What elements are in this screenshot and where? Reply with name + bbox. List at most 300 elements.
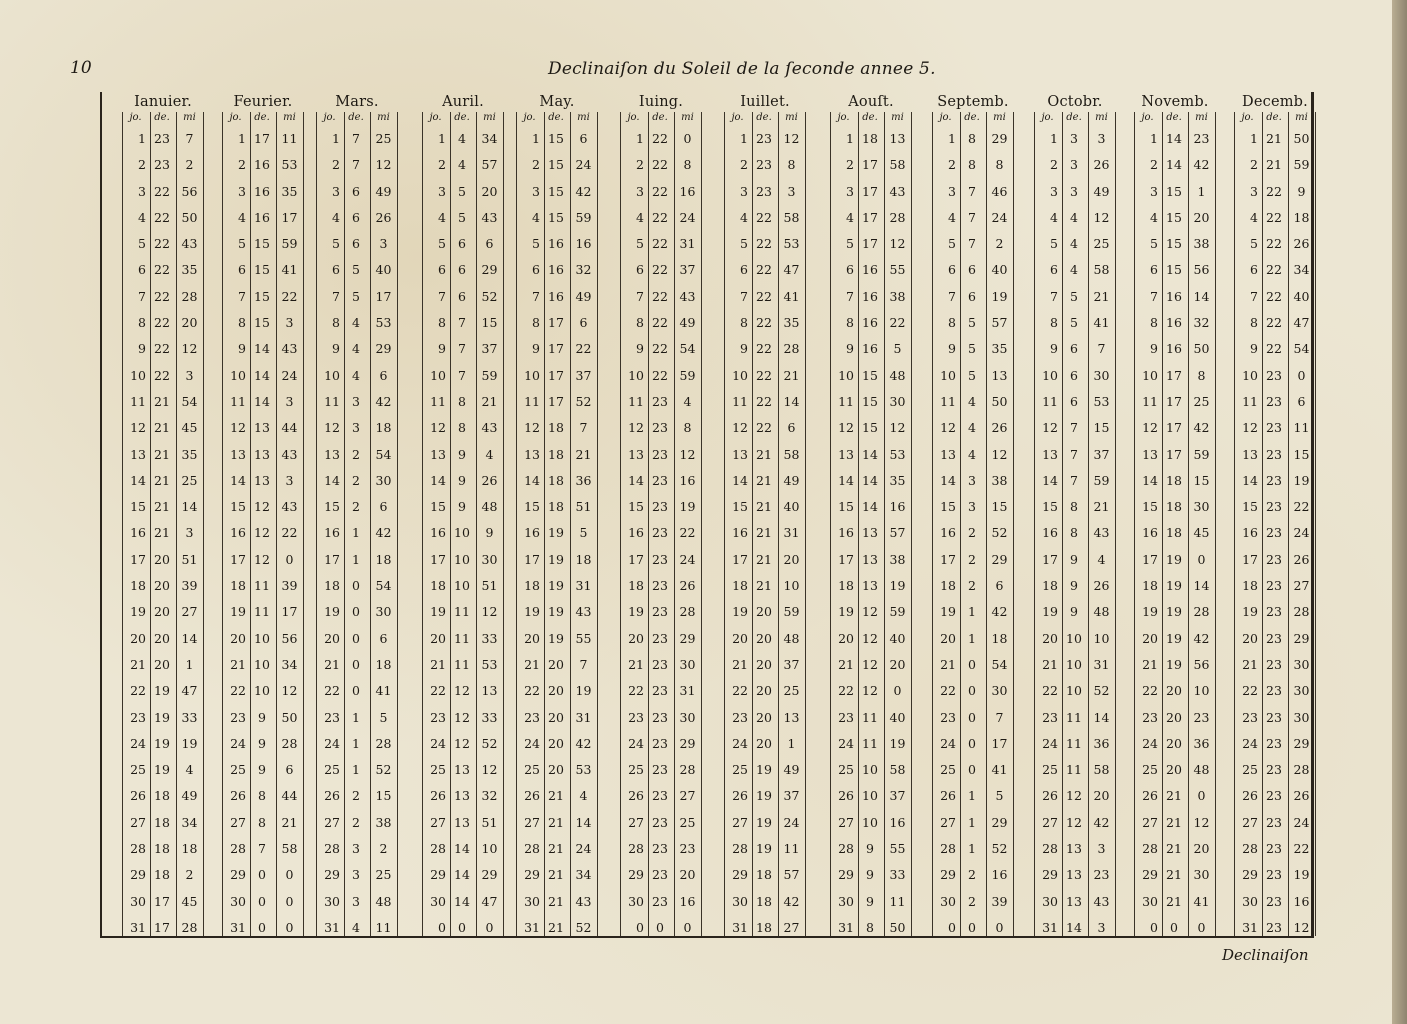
cell-jo: 29 [1142, 867, 1158, 883]
table-row [1034, 731, 1116, 757]
table-row [932, 468, 1014, 494]
cell-de: 1 [968, 841, 976, 857]
cell-mi: 25 [783, 683, 800, 699]
cell-de: 3 [352, 420, 360, 436]
table-row [724, 152, 806, 178]
cell-mi: 18 [181, 841, 198, 857]
table-row [1134, 652, 1216, 678]
cell-de: 7 [458, 341, 466, 357]
cell-jo: 28 [130, 841, 146, 857]
cell-jo: 2 [636, 157, 644, 173]
cell-mi: 17 [281, 209, 298, 225]
cell-jo: 6 [332, 262, 340, 278]
cell-mi: 50 [1293, 131, 1310, 146]
table-row [932, 599, 1014, 625]
table-row [724, 915, 806, 941]
cell-mi: 2 [185, 157, 194, 173]
cell-jo: 9 [532, 341, 540, 357]
table-row [222, 442, 304, 468]
cell-mi: 23 [1093, 867, 1110, 883]
cell-jo: 31 [838, 919, 854, 935]
cell-mi: 26 [481, 472, 498, 488]
cell-de: 14 [454, 841, 470, 857]
cell-jo: 22 [524, 683, 540, 699]
cell-jo: 2 [740, 157, 748, 173]
cell-jo: 4 [332, 209, 340, 225]
table-row [620, 520, 702, 546]
cell-mi: 28 [889, 209, 906, 225]
table-row [620, 415, 702, 441]
cell-de: 15 [548, 157, 564, 173]
table-row [422, 783, 504, 809]
table-row [122, 626, 204, 652]
table-row [516, 284, 598, 310]
header-mi: mi [785, 112, 798, 123]
cell-mi: 24 [991, 209, 1008, 225]
header-de: de. [154, 112, 170, 123]
table-row [422, 757, 504, 783]
cell-de: 20 [756, 630, 772, 646]
day-rows [1034, 126, 1116, 941]
header-mi: mi [183, 112, 196, 123]
month-column [830, 92, 912, 938]
table-row [932, 547, 1014, 573]
table-row [1034, 678, 1116, 704]
cell-mi: 14 [783, 393, 800, 409]
table-row [222, 626, 304, 652]
cell-de: 22 [652, 262, 668, 278]
cell-de: 17 [154, 919, 170, 935]
table-row [422, 363, 504, 389]
cell-mi: 32 [481, 788, 498, 804]
cell-jo: 10 [628, 367, 644, 383]
table-row [1234, 626, 1316, 652]
cell-jo: 24 [1042, 735, 1058, 751]
table-row [516, 363, 598, 389]
cell-mi: 59 [679, 367, 696, 383]
table-row [316, 731, 398, 757]
cell-de: 22 [756, 315, 772, 331]
cell-de: 22 [756, 420, 772, 436]
cell-jo: 19 [940, 604, 956, 620]
table-row [1234, 126, 1316, 152]
cell-mi: 41 [375, 683, 392, 699]
table-row [122, 731, 204, 757]
table-row [516, 547, 598, 573]
cell-mi: 21 [1093, 288, 1110, 304]
table-row [122, 389, 204, 415]
table-row [1134, 599, 1216, 625]
cell-mi: 43 [575, 604, 592, 620]
cell-de: 22 [154, 288, 170, 304]
cell-jo: 15 [430, 499, 446, 515]
cell-jo: 15 [628, 499, 644, 515]
cell-de: 19 [154, 709, 170, 725]
column-headers [932, 112, 1014, 126]
cell-jo: 18 [130, 578, 146, 594]
cell-jo: 7 [1150, 288, 1158, 304]
table-row [830, 731, 912, 757]
table-row [122, 862, 204, 888]
cell-jo: 4 [438, 209, 446, 225]
cell-de: 7 [968, 183, 976, 199]
cell-mi: 6 [379, 367, 388, 383]
cell-de: 12 [254, 499, 270, 515]
table-row [422, 599, 504, 625]
cell-jo: 1 [1250, 131, 1258, 146]
cell-jo: 16 [1142, 525, 1158, 541]
cell-mi: 5 [379, 709, 388, 725]
cell-jo: 15 [1142, 499, 1158, 515]
cell-mi: 51 [181, 551, 198, 567]
cell-jo: 7 [1050, 288, 1058, 304]
cell-jo: 16 [1042, 525, 1058, 541]
cell-jo: 20 [940, 630, 956, 646]
cell-de: 18 [756, 893, 772, 909]
cell-de: 20 [1166, 735, 1182, 751]
cell-de: 7 [968, 209, 976, 225]
cell-mi: 35 [991, 341, 1008, 357]
cell-de: 2 [352, 814, 360, 830]
cell-jo: 9 [636, 341, 644, 357]
table-row [724, 862, 806, 888]
table-row [724, 626, 806, 652]
table-row [1234, 494, 1316, 520]
cell-mi: 28 [281, 735, 298, 751]
cell-de: 14 [1066, 919, 1082, 935]
table-row [222, 257, 304, 283]
cell-de: 22 [652, 341, 668, 357]
cell-mi: 7 [185, 131, 194, 146]
day-rows [1134, 126, 1216, 941]
cell-jo: 23 [324, 709, 340, 725]
cell-mi: 0 [893, 683, 902, 699]
cell-de: 5 [968, 367, 976, 383]
month-name: Decemb. [1242, 94, 1308, 110]
table-row [724, 363, 806, 389]
cell-de: 11 [454, 630, 470, 646]
cell-de: 22 [1266, 183, 1282, 199]
cell-mi: 5 [995, 788, 1004, 804]
cell-mi: 47 [1293, 315, 1310, 331]
table-row [1234, 705, 1316, 731]
table-row [620, 442, 702, 468]
cell-jo: 2 [332, 157, 340, 173]
cell-jo: 1 [532, 131, 540, 146]
cell-jo: 18 [1242, 578, 1258, 594]
table-row [830, 705, 912, 731]
cell-de: 14 [862, 446, 878, 462]
cell-de: 15 [254, 262, 270, 278]
cell-mi: 55 [889, 841, 906, 857]
cell-jo: 20 [1042, 630, 1058, 646]
cell-jo: 12 [1042, 420, 1058, 436]
cell-mi: 3 [379, 236, 388, 252]
cell-mi: 45 [1193, 525, 1210, 541]
table-row [1034, 310, 1116, 336]
cell-jo: 23 [1242, 709, 1258, 725]
cell-jo: 17 [430, 551, 446, 567]
cell-mi: 28 [1193, 604, 1210, 620]
cell-mi: 24 [679, 551, 696, 567]
table-row [932, 126, 1014, 152]
table-row [724, 442, 806, 468]
cell-mi: 18 [1293, 209, 1310, 225]
cell-de: 15 [1166, 262, 1182, 278]
cell-de: 10 [1066, 656, 1082, 672]
cell-de: 23 [756, 157, 772, 173]
table-row [830, 126, 912, 152]
cell-de: 17 [862, 183, 878, 199]
table-row [422, 652, 504, 678]
table-row [1134, 468, 1216, 494]
cell-de: 22 [154, 209, 170, 225]
cell-jo: 31 [1242, 919, 1258, 935]
table-row [932, 363, 1014, 389]
cell-de: 13 [862, 551, 878, 567]
cell-de: 3 [1070, 131, 1078, 146]
cell-mi: 41 [1093, 315, 1110, 331]
month-name: Septemb. [937, 94, 1009, 110]
cell-jo: 9 [1050, 341, 1058, 357]
cell-de: 23 [1266, 472, 1282, 488]
cell-mi: 25 [679, 814, 696, 830]
cell-mi: 59 [1293, 157, 1310, 173]
cell-jo: 18 [940, 578, 956, 594]
table-row [1134, 783, 1216, 809]
cell-jo: 8 [948, 315, 956, 331]
cell-jo: 11 [324, 393, 340, 409]
cell-jo: 30 [838, 893, 854, 909]
cell-jo: 1 [740, 131, 748, 146]
table-row [222, 705, 304, 731]
table-row [1134, 257, 1216, 283]
cell-jo: 7 [1250, 288, 1258, 304]
cell-mi: 26 [1093, 578, 1110, 594]
cell-jo: 0 [1150, 919, 1158, 935]
cell-de: 0 [968, 683, 976, 699]
cell-jo: 7 [532, 288, 540, 304]
table-row [422, 494, 504, 520]
cell-jo: 2 [1150, 157, 1158, 173]
cell-jo: 30 [430, 893, 446, 909]
day-rows [122, 126, 204, 941]
cell-jo: 16 [628, 525, 644, 541]
cell-de: 8 [1070, 525, 1078, 541]
cell-mi: 29 [679, 735, 696, 751]
cell-de: 17 [1166, 393, 1182, 409]
cell-jo: 2 [138, 157, 146, 173]
table-row [830, 257, 912, 283]
cell-de: 6 [968, 288, 976, 304]
cell-mi: 28 [375, 735, 392, 751]
cell-de: 18 [154, 841, 170, 857]
table-row [316, 836, 398, 862]
table-row [422, 126, 504, 152]
cell-mi: 49 [181, 788, 198, 804]
cell-de: 4 [968, 446, 976, 462]
cell-de: 3 [352, 893, 360, 909]
cell-mi: 37 [575, 367, 592, 383]
column-headers [830, 112, 912, 126]
cell-mi: 8 [995, 157, 1004, 173]
column-headers [620, 112, 702, 126]
cell-jo: 9 [740, 341, 748, 357]
table-row [122, 257, 204, 283]
cell-de: 5 [968, 341, 976, 357]
cell-mi: 11 [889, 893, 906, 909]
cell-jo: 18 [230, 578, 246, 594]
cell-de: 20 [548, 709, 564, 725]
cell-jo: 8 [636, 315, 644, 331]
table-row [830, 810, 912, 836]
table-row [516, 915, 598, 941]
cell-mi: 13 [783, 709, 800, 725]
cell-jo: 29 [130, 867, 146, 883]
cell-de: 18 [154, 814, 170, 830]
cell-mi: 30 [1293, 683, 1310, 699]
cell-de: 11 [1066, 709, 1082, 725]
table-row [316, 520, 398, 546]
cell-de: 23 [652, 393, 668, 409]
cell-de: 10 [862, 788, 878, 804]
cell-mi: 20 [679, 867, 696, 883]
table-row [1234, 284, 1316, 310]
cell-de: 21 [548, 867, 564, 883]
cell-mi: 25 [375, 867, 392, 883]
table-row [316, 231, 398, 257]
cell-de: 0 [968, 709, 976, 725]
cell-de: 23 [756, 183, 772, 199]
table-row [122, 810, 204, 836]
cell-jo: 27 [230, 814, 246, 830]
cell-jo: 12 [628, 420, 644, 436]
cell-mi: 22 [1293, 841, 1310, 857]
cell-mi: 40 [889, 630, 906, 646]
table-row [122, 205, 204, 231]
cell-de: 0 [968, 919, 976, 935]
cell-mi: 9 [1297, 183, 1306, 199]
cell-mi: 29 [1293, 735, 1310, 751]
cell-mi: 59 [889, 604, 906, 620]
table-row [222, 915, 304, 941]
cell-jo: 14 [838, 472, 854, 488]
cell-de: 16 [862, 262, 878, 278]
cell-de: 6 [1070, 341, 1078, 357]
cell-de: 19 [1166, 630, 1182, 646]
cell-mi: 53 [1093, 393, 1110, 409]
cell-de: 16 [548, 288, 564, 304]
cell-de: 0 [968, 762, 976, 778]
cell-mi: 0 [1197, 788, 1206, 804]
table-row [316, 179, 398, 205]
cell-jo: 2 [532, 157, 540, 173]
cell-jo: 26 [628, 788, 644, 804]
cell-jo: 30 [1142, 893, 1158, 909]
table-row [620, 231, 702, 257]
cell-jo: 4 [740, 209, 748, 225]
header-mi: mi [1195, 112, 1208, 123]
cell-jo: 26 [524, 788, 540, 804]
cell-de: 19 [756, 788, 772, 804]
cell-mi: 4 [185, 762, 194, 778]
header-jo: jo. [627, 112, 640, 123]
cell-de: 21 [1166, 788, 1182, 804]
cell-jo: 11 [628, 393, 644, 409]
cell-jo: 26 [940, 788, 956, 804]
cell-de: 4 [968, 393, 976, 409]
cell-jo: 23 [732, 709, 748, 725]
cell-mi: 58 [281, 841, 298, 857]
cell-de: 7 [352, 131, 360, 146]
cell-de: 21 [154, 446, 170, 462]
month-column [516, 92, 598, 938]
table-row [724, 468, 806, 494]
cell-mi: 53 [375, 315, 392, 331]
table-row [516, 757, 598, 783]
cell-jo: 11 [1142, 393, 1158, 409]
cell-mi: 27 [181, 604, 198, 620]
cell-jo: 24 [524, 735, 540, 751]
table-row [1034, 757, 1116, 783]
table-row [620, 310, 702, 336]
table-row [222, 652, 304, 678]
cell-de: 23 [652, 709, 668, 725]
cell-de: 22 [652, 183, 668, 199]
table-row [1034, 442, 1116, 468]
header-jo: jo. [129, 112, 142, 123]
table-row [724, 731, 806, 757]
table-row [122, 889, 204, 915]
table-row [122, 573, 204, 599]
cell-de: 7 [1070, 420, 1078, 436]
cell-jo: 29 [524, 867, 540, 883]
table-row [620, 468, 702, 494]
cell-mi: 26 [1293, 236, 1310, 252]
cell-de: 13 [862, 525, 878, 541]
cell-mi: 43 [679, 288, 696, 304]
cell-de: 21 [756, 472, 772, 488]
cell-jo: 5 [740, 236, 748, 252]
table-row [830, 468, 912, 494]
cell-de: 20 [1166, 683, 1182, 699]
cell-jo: 5 [1050, 236, 1058, 252]
cell-mi: 57 [991, 315, 1008, 331]
table-row [1034, 889, 1116, 915]
cell-jo: 23 [430, 709, 446, 725]
table-row [620, 494, 702, 520]
cell-jo: 4 [138, 209, 146, 225]
cell-de: 23 [652, 735, 668, 751]
cell-jo: 5 [532, 236, 540, 252]
cell-jo: 29 [732, 867, 748, 883]
table-row [316, 310, 398, 336]
cell-mi: 8 [683, 420, 692, 436]
column-headers [1034, 112, 1116, 126]
cell-mi: 12 [375, 157, 392, 173]
cell-mi: 2 [995, 236, 1004, 252]
cell-jo: 18 [1142, 578, 1158, 594]
cell-de: 21 [1166, 814, 1182, 830]
cell-mi: 23 [1193, 131, 1210, 146]
cell-de: 23 [652, 683, 668, 699]
cell-jo: 17 [1242, 551, 1258, 567]
cell-de: 16 [862, 315, 878, 331]
cell-de: 15 [862, 393, 878, 409]
cell-de: 22 [652, 157, 668, 173]
table-row [830, 678, 912, 704]
cell-mi: 14 [181, 630, 198, 646]
